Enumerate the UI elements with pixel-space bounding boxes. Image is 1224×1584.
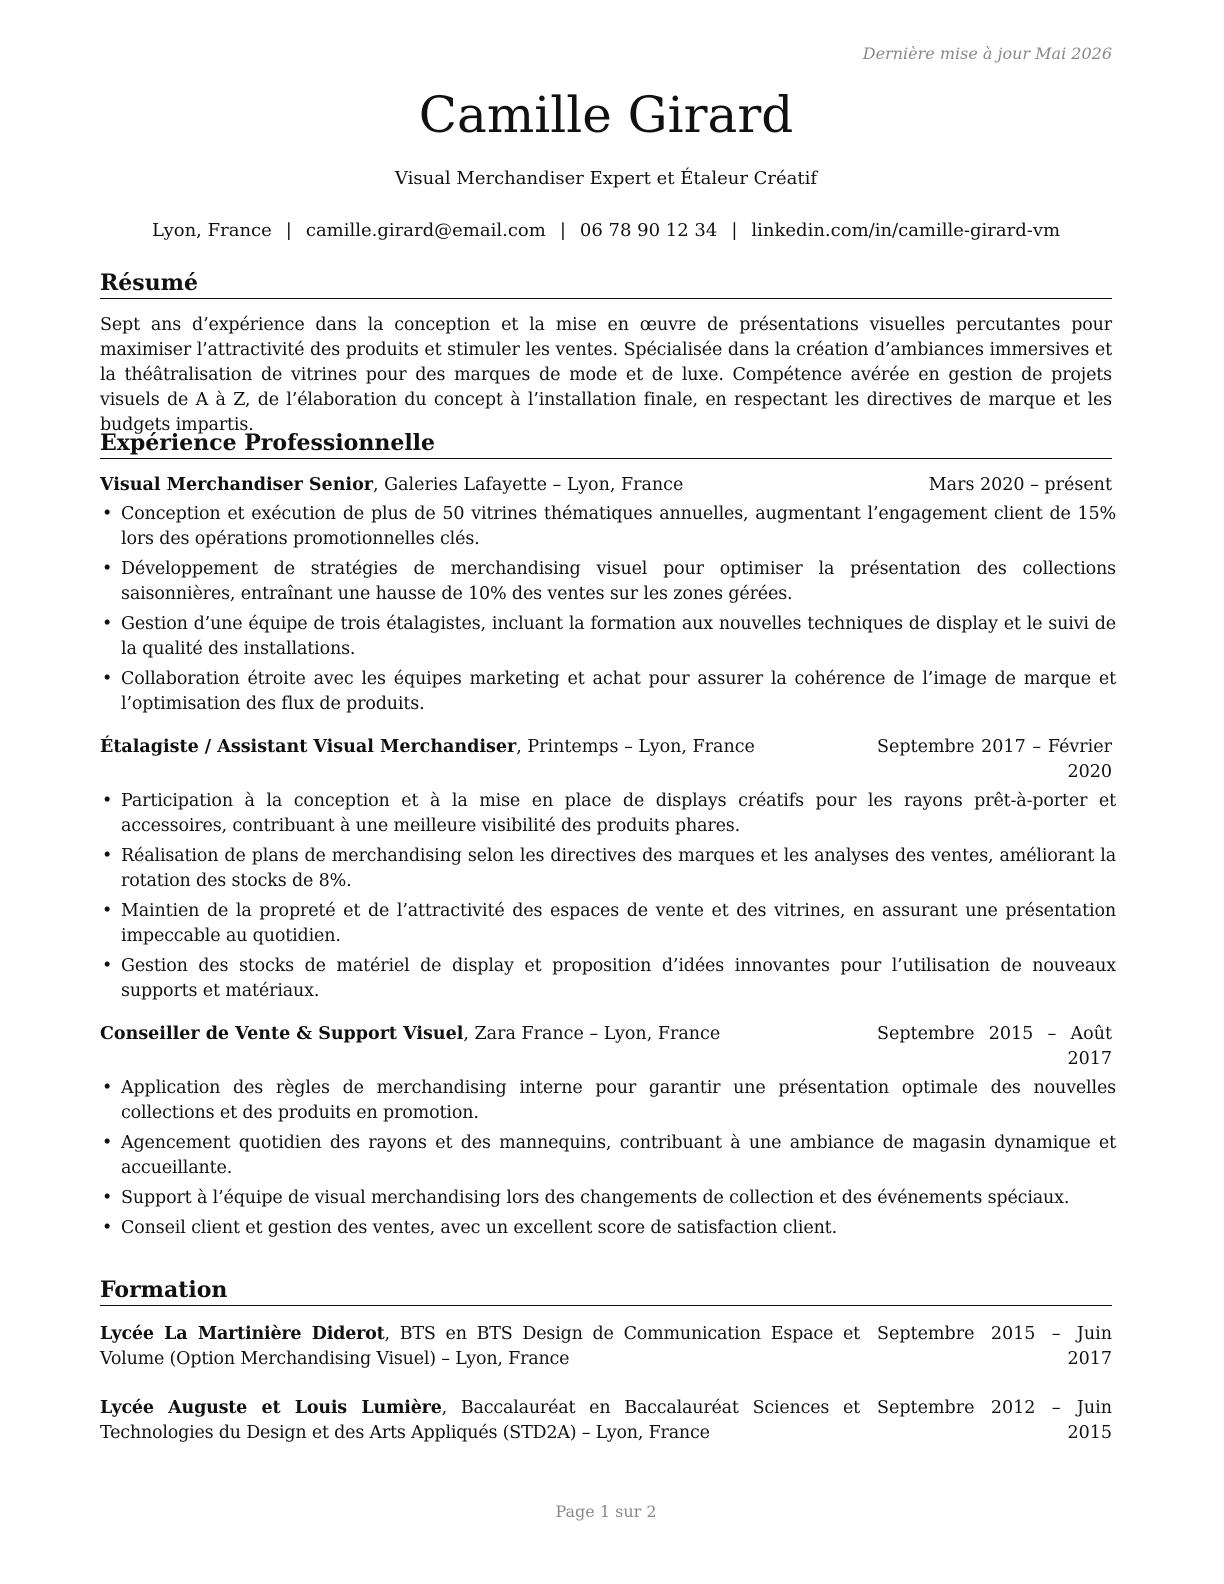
- job-role: Conseiller de Vente & Support Visuel: [100, 1024, 464, 1044]
- section-heading: Expérience Professionnelle: [100, 430, 1112, 459]
- contact-location: Lyon, France: [151, 220, 272, 241]
- job-bullet: • Agencement quotidien des rayons et des mannequins, contribuant à une ambiance de magasin dynamique et accueillante.: [100, 1131, 1116, 1181]
- job-bullet: • Application des règles de merchandising interne pour garantir une présentation optimale des nouvelles collections et des produits en promotion.: [100, 1076, 1116, 1126]
- experience-section: [100, 430, 1116, 1246]
- education-entry: [100, 1396, 1112, 1446]
- education-school: Lycée Auguste et Louis Lumière: [100, 1398, 442, 1418]
- last-updated: Dernière mise à jour Mai 2026: [862, 44, 1112, 63]
- job-bullet: • Collaboration étroite avec les équipes marketing et achat pour assurer la cohérence de l’image de marque et l’optimisation des flux de produits.: [100, 667, 1116, 717]
- job-role: Visual Merchandiser Senior: [100, 475, 373, 495]
- job-entry: [100, 735, 1116, 1004]
- candidate-title: Visual Merchandiser Expert et Étaleur Créatif: [394, 168, 818, 189]
- job-bullet: • Conseil client et gestion des ventes, avec un excellent score de satisfaction client.: [100, 1216, 1116, 1241]
- job-org: , Galeries Lafayette – Lyon, France: [372, 475, 684, 495]
- summary-section: [100, 270, 1112, 438]
- contact-phone[interactable]: 06 78 90 12 34: [579, 220, 718, 241]
- job-dates: Septembre 2015 – Août 2017: [877, 1024, 1112, 1069]
- candidate-name: Camille Girard: [418, 86, 794, 144]
- section-heading: Résumé: [100, 270, 1112, 299]
- job-bullet: • Développement de stratégies de merchandising visuel pour optimiser la présentation des collections saisonnières, entraînant une hausse de 10% des ventes sur les zones gérées.: [100, 557, 1116, 607]
- contact-separator: |: [559, 220, 566, 241]
- contact-separator: |: [731, 220, 738, 241]
- section-heading: Formation: [100, 1277, 1112, 1306]
- job-bullet: • Maintien de la propreté et de l’attractivité des espaces de vente et des vitrines, en assurant une présentation impeccable au quotidien.: [100, 899, 1116, 949]
- education-detail: , BTS en BTS Design de Communication Espace et Volume (Option Merchandising Visuel) – Lyon, France: [100, 1324, 860, 1369]
- job-bullet: • Support à l’équipe de visual merchandising lors des changements de collection et des événements spéciaux.: [100, 1186, 1116, 1211]
- contact-email[interactable]: camille.girard@email.com: [305, 220, 546, 241]
- education-dates: Septembre 2015 – Juin 2017: [877, 1324, 1112, 1369]
- job-bullet: • Conception et exécution de plus de 50 vitrines thématiques annuelles, augmentant l’engagement client de 15% lors des opérations promotionnelles clés.: [100, 502, 1116, 552]
- education-school: Lycée La Martinière Diderot: [100, 1324, 385, 1344]
- job-dates: Mars 2020 – présent: [928, 475, 1112, 495]
- job-entry: [100, 473, 1116, 717]
- job-entry: [100, 1022, 1116, 1241]
- job-role: Étalagiste / Assistant Visual Merchandiser: [100, 737, 517, 757]
- contact-line: [100, 220, 1112, 241]
- education-section: [100, 1277, 1112, 1446]
- job-dates: Septembre 2017 – Février 2020: [877, 737, 1112, 782]
- job-bullet: • Réalisation de plans de merchandising selon les directives des marques et les analyses des ventes, améliorant la rotation des stocks de 8%.: [100, 844, 1116, 894]
- contact-linkedin[interactable]: linkedin.com/in/camille-girard-vm: [751, 220, 1061, 241]
- page-number: Page 1 sur 2: [555, 1502, 657, 1521]
- summary-text: Sept ans d’expérience dans la conception et la mise en œuvre de présentations visuelles percutantes pour maximiser l’attractivité des produits et stimuler les ventes. Spécialisée dans la création d’ambiances immersives et la théâtralisation de vitrines pour des marques de mode et de luxe. Compétence avérée en gestion de projets visuels de A à Z, de l’élaboration du concept à l’installation finale, en respectant les directives de marque et les budgets impartis.: [100, 315, 1112, 435]
- job-org: , Zara France – Lyon, France: [463, 1024, 721, 1044]
- job-bullet: • Gestion des stocks de matériel de display et proposition d’idées innovantes pour l’utilisation de nouveaux supports et matériaux.: [100, 954, 1116, 1004]
- job-bullet: • Participation à la conception et à la mise en place de displays créatifs pour les rayons prêt-à-porter et accessoires, contribuant à une meilleure visibilité des produits phares.: [100, 789, 1116, 839]
- education-detail: , Baccalauréat en Baccalauréat Sciences et Technologies du Design et des Arts Appliqués (STD2A) – Lyon, France: [100, 1398, 860, 1443]
- job-org: , Printemps – Lyon, France: [516, 737, 755, 757]
- education-entry: [100, 1322, 1112, 1372]
- contact-separator: |: [285, 220, 292, 241]
- job-bullet: • Gestion d’une équipe de trois étalagistes, incluant la formation aux nouvelles techniques de display et le suivi de la qualité des installations.: [100, 612, 1116, 662]
- education-dates: Septembre 2012 – Juin 2015: [877, 1398, 1112, 1443]
